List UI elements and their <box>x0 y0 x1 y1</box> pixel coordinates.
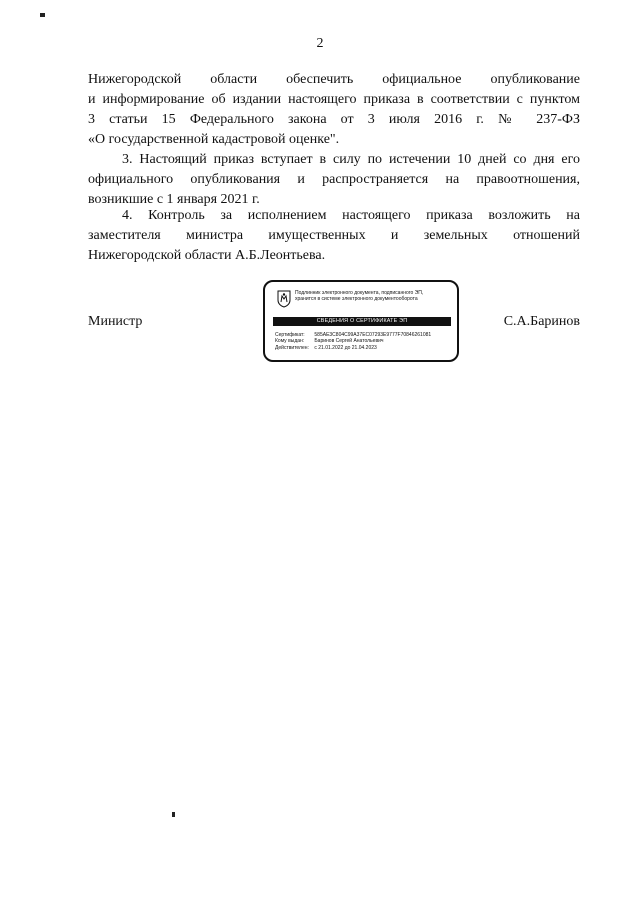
text-line: 3 статьи 15 Федерального закона от 3 июля 2016 г. № 237-ФЗ <box>88 112 580 127</box>
paragraph-2-continuation <box>88 70 580 150</box>
stamp-notice-line: Подлинник электронного документа, подписанного ЭП, <box>295 290 424 296</box>
validity-label: Действителен: <box>275 344 309 351</box>
coat-of-arms-icon <box>277 290 291 308</box>
certificate-label: Сертификат: <box>275 332 305 338</box>
text-line: 4. Контроль за исполнением настоящего приказа возложить на <box>122 208 580 223</box>
text-line: возникшие с 1 января 2021 г. <box>88 192 260 207</box>
text-line: Нижегородской области А.Б.Леонтьева. <box>88 248 326 263</box>
validity-value: с 21.01.2022 до 21.04.2023 <box>314 344 377 351</box>
text-line: заместителя министра имущественных и земельных отношений <box>88 228 580 243</box>
validity-row <box>275 345 455 351</box>
stamp-notice-line: хранится в системе электронного документооборота <box>295 296 418 303</box>
signer-name: С.А.Баринов <box>503 314 580 329</box>
stamp-notice <box>295 290 455 303</box>
scan-mark <box>172 812 175 817</box>
scan-mark <box>40 13 45 17</box>
text-line: 3. Настоящий приказ вступает в силу по истечении 10 дней со дня его <box>122 152 580 167</box>
text-line: «О государственной кадастровой оценке". <box>88 132 340 147</box>
text-line: официального опубликования и распространяется на правоотношения, <box>88 172 580 187</box>
text-line: Нижегородской области обеспечить официальное опубликование <box>88 72 580 87</box>
certificate-value: 585AE3C804C99A37EC07293E9777F70846261081 <box>314 332 432 338</box>
electronic-signature-stamp <box>263 280 459 362</box>
issued-to-value: Баринов Сергей Анатольевич <box>314 338 384 345</box>
issued-to-label: Кому выдан: <box>275 338 305 345</box>
signer-title: Министр <box>88 314 143 329</box>
paragraph-3 <box>88 150 580 210</box>
text-line: и информирование об издании настоящего приказа в соответствии с пунктом <box>88 92 580 107</box>
stamp-header: СВЕДЕНИЯ О СЕРТИФИКАТЕ ЭП <box>273 317 451 326</box>
paragraph-4 <box>88 206 580 266</box>
stamp-details <box>275 332 455 351</box>
page-number: 2 <box>316 36 324 51</box>
